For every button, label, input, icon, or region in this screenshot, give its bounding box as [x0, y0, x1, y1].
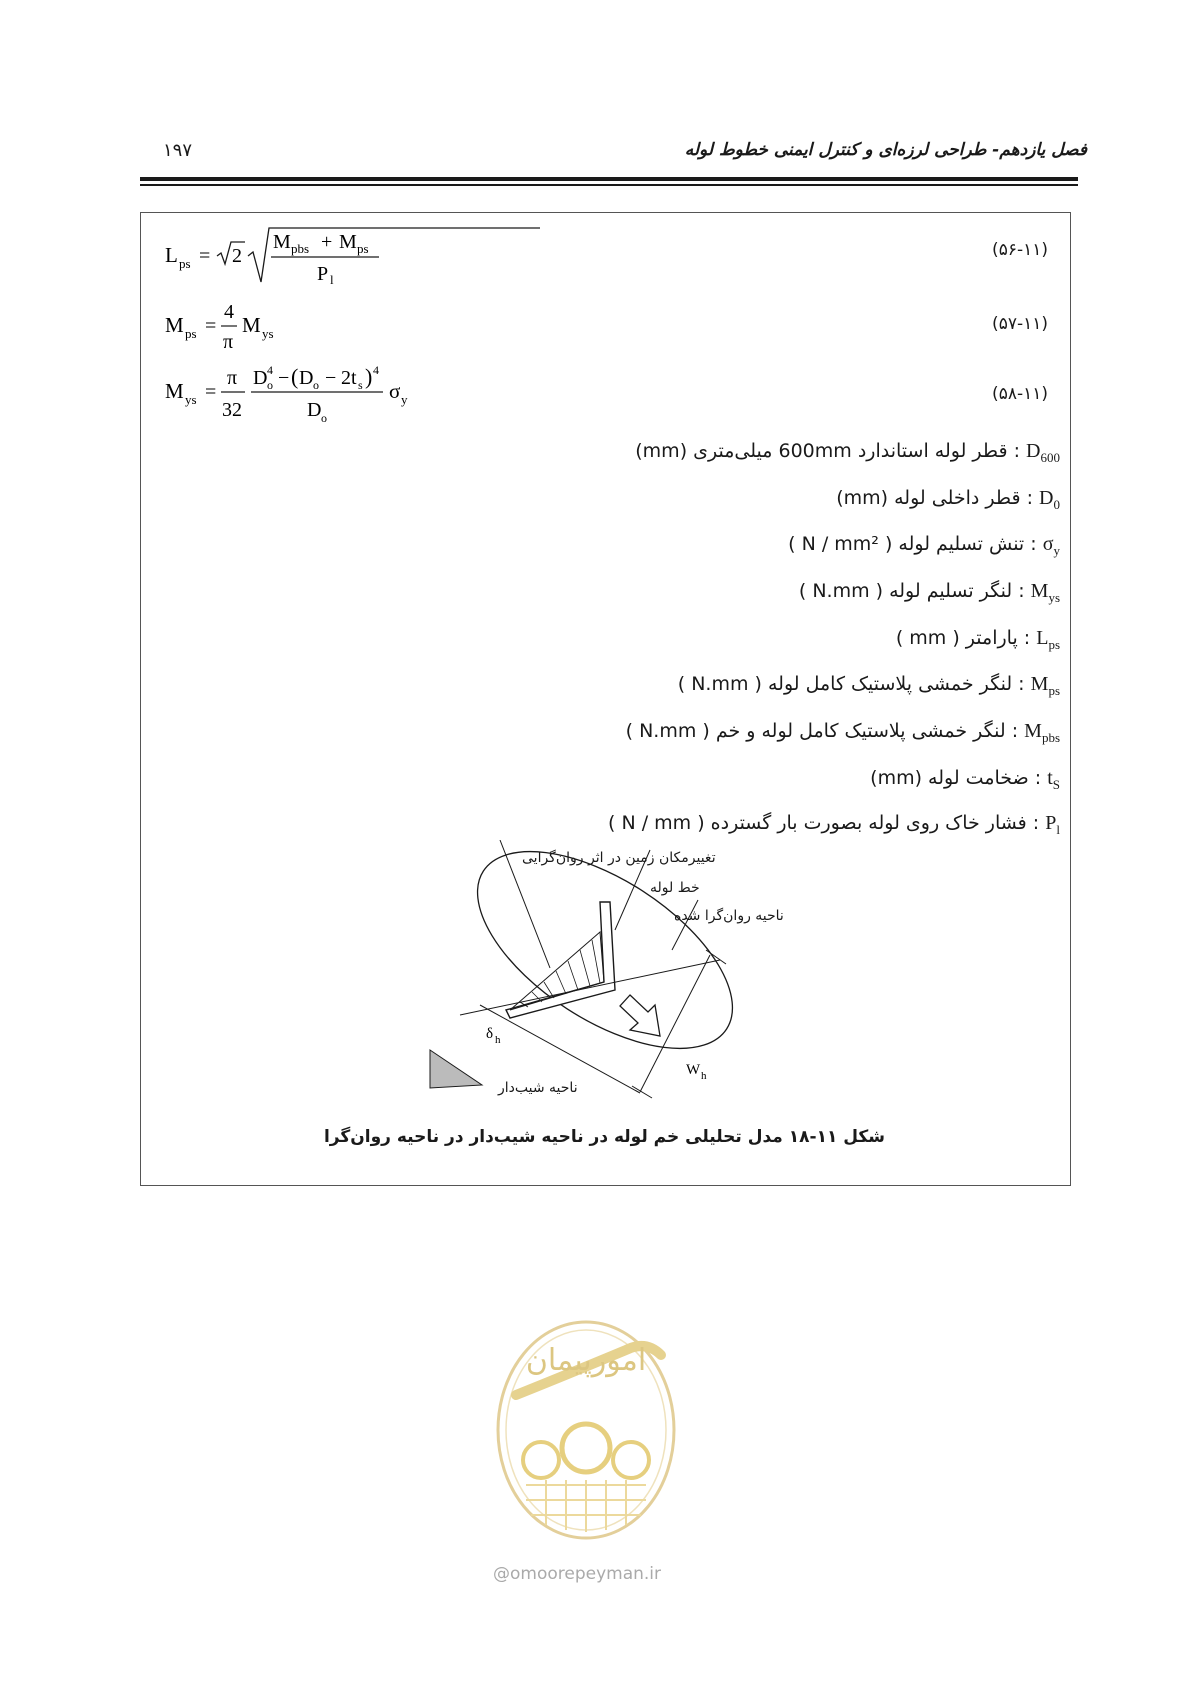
equation-58-number: (۵۸-۱۱) — [992, 384, 1048, 404]
svg-text:D: D — [253, 367, 268, 389]
eq56-den-sub: l — [330, 272, 334, 286]
eq56-root-const: 2 — [232, 245, 242, 267]
figure-caption: شکل ۱۱-۱۸ مدل تحلیلی خم لوله در ناحیه شیب‌دار در ناحیه روان‌گرا — [323, 1127, 886, 1147]
definition-item: $\sigma_y$ : تنش تسلیم لوله ( N / mm² ) — [788, 533, 1060, 558]
eq58-lhs: M — [165, 379, 184, 403]
definition-item: $M_{ps}$ : لنگر خمشی پلاستیک کامل لوله ( N.mm ) — [677, 673, 1060, 698]
svg-text:=: = — [205, 315, 217, 337]
eq56-den: P — [317, 263, 329, 285]
sloped-zone-legend — [430, 1050, 482, 1088]
svg-text:o: o — [267, 378, 273, 392]
eq58-den-sub: o — [321, 411, 327, 425]
delta-sub-label: h — [495, 1034, 501, 1046]
equation-56-number: (۵۶-۱۱) — [992, 240, 1048, 260]
width-sub-label: h — [701, 1070, 707, 1082]
equation-57 — [165, 296, 365, 362]
equation-56 — [165, 222, 545, 292]
eq56-num-a: M — [273, 231, 291, 253]
label-ground-displacement: تغییرمکان زمین در اثر روان‌گرایی — [522, 850, 716, 866]
label-liquefied-zone: ناحیه روان‌گرا شده — [674, 908, 784, 924]
eq56-lhs-sub: ps — [179, 256, 191, 271]
definition-item: $D_0$ : قطر داخلی لوله (mm) — [836, 487, 1060, 512]
svg-text:s: s — [358, 378, 363, 392]
eq58-numerator — [253, 363, 379, 392]
svg-text:=: = — [205, 381, 217, 403]
stamp-logo-icon — [486, 1310, 686, 1550]
svg-text:): ) — [365, 364, 373, 389]
equation-58 — [165, 362, 465, 434]
delta-label: δ — [486, 1026, 494, 1042]
definition-item: $P_l$ : فشار خاک روی لوله بصورت بار گسترده ( N / mm ) — [608, 812, 1060, 837]
eq58-lhs-sub: ys — [185, 392, 197, 407]
eq57-frac-num: 4 — [224, 301, 234, 323]
eq58-frac-den: 32 — [222, 399, 242, 421]
svg-text:D: D — [299, 367, 314, 389]
width-label: W — [686, 1062, 701, 1078]
eq58-sigma: σ — [389, 379, 401, 403]
movement-arrow — [620, 995, 660, 1036]
eq56-num-b: M — [339, 231, 357, 253]
page-number: ۱۹۷ — [163, 140, 193, 161]
pipe-bend-diagram — [420, 840, 780, 1104]
eq56-num-b-sub: ps — [357, 241, 369, 256]
svg-text:−: − — [325, 367, 337, 389]
svg-text:(: ( — [291, 364, 299, 389]
svg-text:+: + — [321, 231, 333, 253]
pipe-bend-diagram-svg — [420, 840, 780, 1100]
header-rule-thick — [140, 177, 1078, 181]
svg-text:−: − — [278, 367, 290, 389]
svg-text:4: 4 — [267, 363, 273, 377]
stamp-text: امورپیمان — [525, 1343, 647, 1378]
eq57-frac-den: π — [223, 331, 234, 353]
label-pipeline: خط لوله — [650, 880, 700, 896]
definition-item: $M_{ys}$ : لنگر تسلیم لوله ( N.mm ) — [798, 580, 1060, 605]
watermark-stamp — [486, 1310, 686, 1554]
eq56-num-a-sub: pbs — [291, 241, 310, 256]
eq56-lhs: L — [165, 243, 178, 267]
definition-item: $M_{pbs}$ : لنگر خمشی پلاستیک کامل لوله و خم ( N.mm ) — [625, 720, 1060, 745]
pipeline-shape — [506, 902, 615, 1018]
label-sloped-zone: ناحیه شیب‌دار — [498, 1080, 578, 1096]
watermark-url: @omoorepeyman.ir — [493, 1564, 662, 1584]
svg-text:=: = — [199, 245, 211, 267]
equation-57-number: (۵۷-۱۱) — [992, 314, 1048, 334]
eq57-lhs: M — [165, 313, 184, 337]
definition-item: $t_S$ : ضخامت لوله (mm) — [870, 767, 1060, 792]
equation-58-svg — [165, 362, 465, 428]
eq57-lhs-sub: ps — [185, 326, 197, 341]
eq58-sigma-sub: y — [401, 392, 408, 407]
svg-text:2t: 2t — [341, 367, 357, 389]
chapter-title: فصل یازدهم- طراحی لرزه‌ای و کنترل ایمنی خطوط لوله — [684, 140, 1087, 160]
header-rule-thin — [140, 184, 1078, 186]
definition-item: $L_{ps}$ : پارامتر ( mm ) — [895, 627, 1060, 652]
svg-text:4: 4 — [373, 363, 379, 377]
eq58-frac-num: π — [227, 367, 238, 389]
eq57-rhs-sub: ys — [262, 326, 274, 341]
svg-text:o: o — [313, 378, 319, 392]
equation-56-svg — [165, 222, 545, 286]
eq57-rhs: M — [242, 313, 261, 337]
eq58-den: D — [307, 399, 322, 421]
equation-57-svg — [165, 296, 365, 356]
definition-item: $D_{600}$ : قطر لوله استاندارد 600mm میلی‌متری (mm) — [635, 440, 1060, 465]
